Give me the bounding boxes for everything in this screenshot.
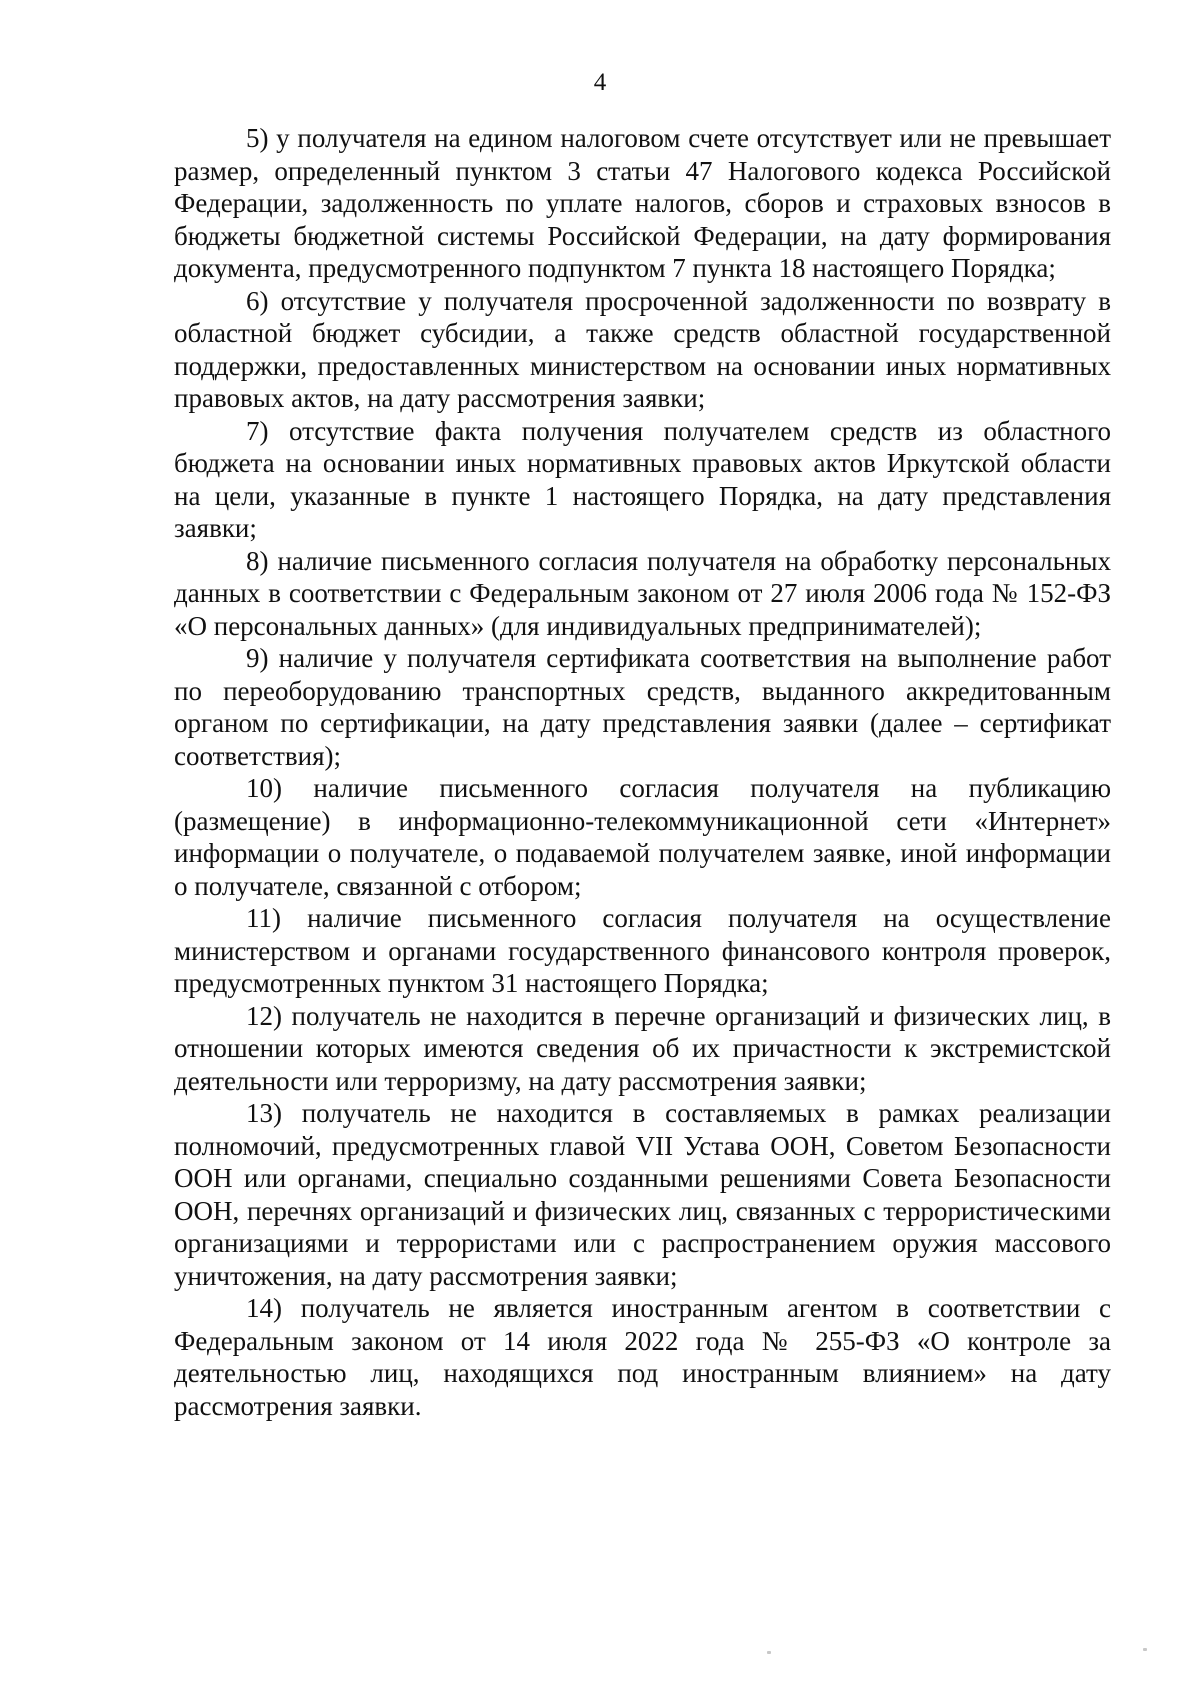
list-item-12: 12) получатель не находится в перечне организаций и физических лиц, в отношении которых имеются сведения об их причастности к экстремистской деятельности или терроризму, на дату рассмотрения заявки; [174, 1000, 1111, 1096]
list-item-11: 11) наличие письменного согласия получателя на осуществление министерством и органами государственного финансового контроля проверок, предусмотренных пунктом 31 настоящего Порядка; [174, 903, 1111, 998]
list-item-13: 13) получатель не находится в составляемых в рамках реализации полномочий, предусмотренных главой VII Устава ООН, Советом Безопасности ООН или органами, специально созданными решениями Совета Безопасности ООН, перечнях организаций и физических лиц, связанных с террористическими организациями и террористами или с распространением оружия массового уничтожения, на дату рассмотрения заявки; [174, 1098, 1111, 1291]
list-item-9: 9) наличие у получателя сертификата соответствия на выполнение работ по переоборудованию транспортных средств, выданного аккредитованным органом по сертификации, на дату представления заявки (далее – сертификат соответствия); [174, 643, 1111, 771]
scan-speck [1143, 1648, 1147, 1651]
list-item-10: 10) наличие письменного согласия получателя на публикацию (размещение) в информационно-телекоммуникационной сети «Интернет» информации о получателе, о подаваемой получателем заявке, иной информации о получателе, связанной с отбором; [174, 773, 1111, 901]
list-item-6: 6) отсутствие у получателя просроченной задолженности по возврату в областной бюджет субсидии, а также средств областной государственной поддержки, предоставленных министерством на основании иных нормативных правовых актов, на дату рассмотрения заявки; [174, 285, 1111, 413]
scan-speck [767, 1651, 771, 1654]
list-item-5: 5) у получателя на едином налоговом счете отсутствует или не превышает размер, определенный пунктом 3 статьи 47 Налогового кодекса Российской Федерации, задолженность по уплате налогов, сборов и страховых взносов в бюджеты бюджетной системы Российской Федерации, на дату формирования документа, предусмотренного подпунктом 7 пункта 18 настоящего Порядка; [174, 123, 1111, 283]
list-item-8: 8) наличие письменного согласия получателя на обработку персональных данных в соответствии с Федеральным законом от 27 июля 2006 года № 152-ФЗ «О персональных данных» (для индивидуальных предпринимателей); [174, 545, 1111, 641]
list-item-14: 14) получатель не является иностранным агентом в соответствии с Федеральным законом от 14 июля 2022 года № 255-ФЗ «О контроле за деятельностью лиц, находящихся под иностранным влиянием» на дату рассмотрения заявки. [174, 1293, 1111, 1421]
page-number: 4 [593, 69, 607, 96]
list-item-7: 7) отсутствие факта получения получателем средств из областного бюджета на основании иных нормативных правовых актов Иркутской области на цели, указанные в пункте 1 настоящего Порядка, на дату представления заявки; [174, 415, 1111, 543]
document-body [174, 122, 1111, 1422]
